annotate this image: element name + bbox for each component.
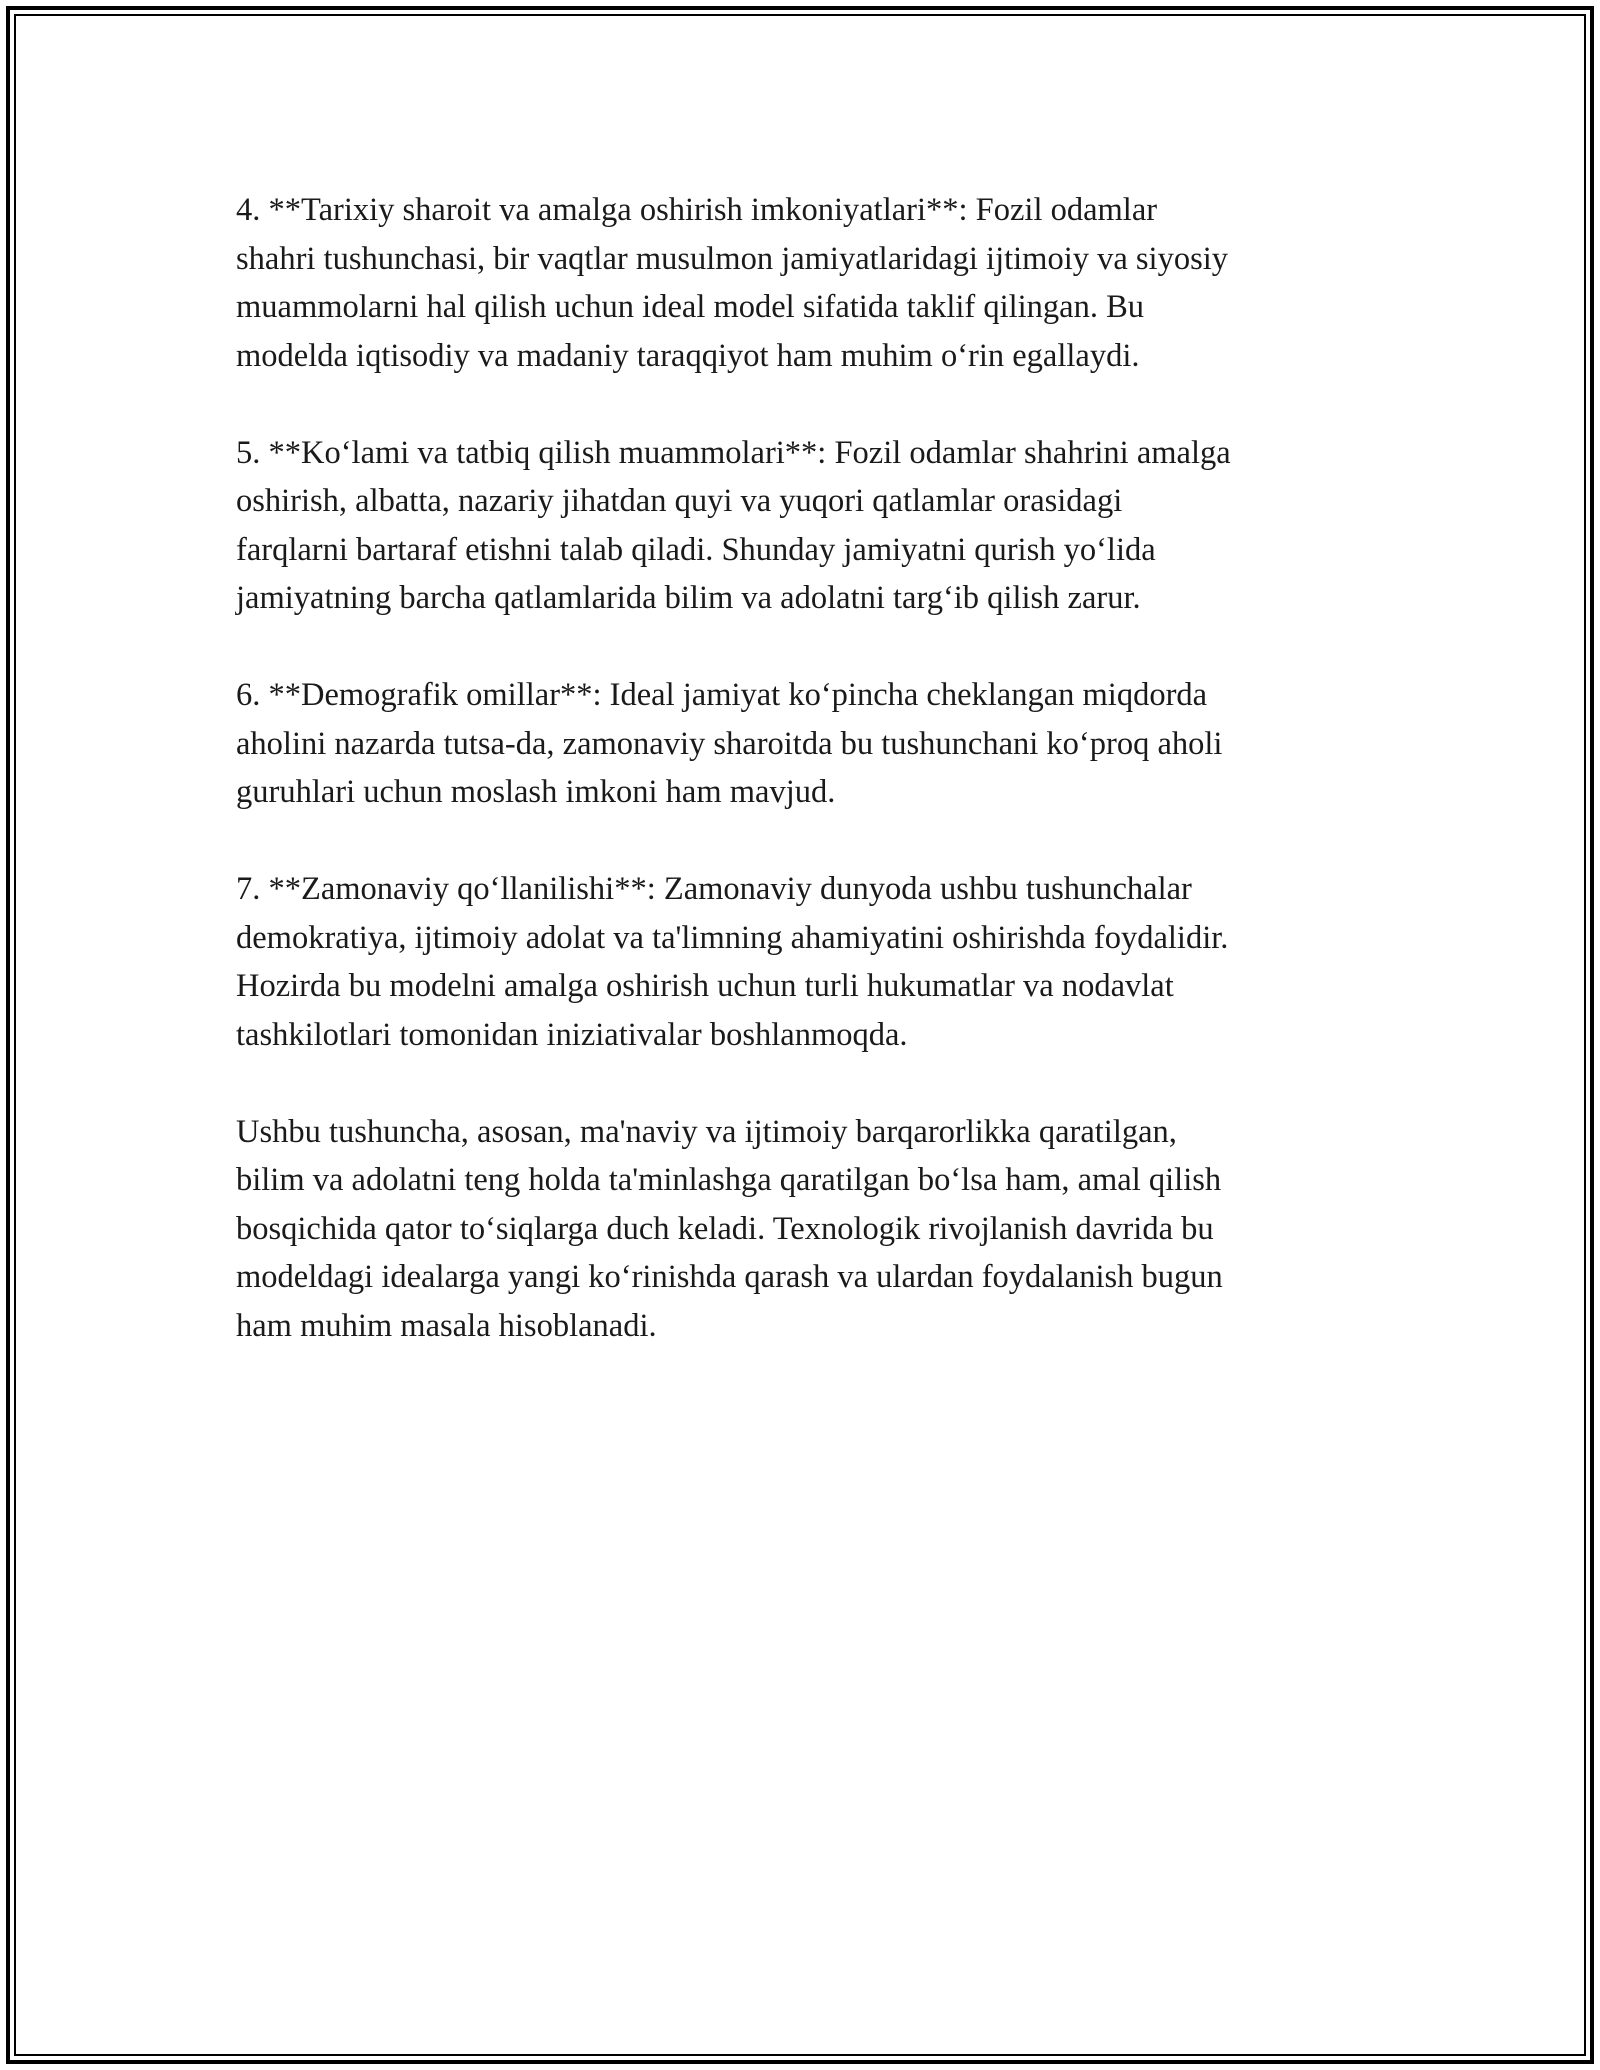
- text-line: ham muhim masala hisoblanadi.: [236, 1307, 657, 1344]
- text-line: demokratiya, ijtimoiy adolat va ta'limning ahamiyatini oshirishda foydalidir.: [236, 919, 1229, 956]
- text-line: farqlarni bartaraf etishni talab qiladi. Shunday jamiyatni qurish yo‘lida: [236, 531, 1156, 568]
- text-line: oshirish, albatta, nazariy jihatdan quyi va yuqori qatlamlar orasidagi: [236, 483, 1123, 519]
- text-line: 6. **Demografik omillar**: Ideal jamiyat ko‘pincha cheklangan miqdorda: [236, 677, 1208, 713]
- text-line: shahri tushunchasi, bir vaqtlar musulmon jamiyatlaridagi ijtimoiy va siyosiy: [236, 240, 1229, 277]
- text-line: 7. **Zamonaviy qo‘llanilishi**: Zamonaviy dunyoda ushbu tushunchalar: [236, 871, 1192, 907]
- text-line: 5. **Ko‘lami va tatbiq qilish muammolari**: Fozil odamlar shahrini amalga: [236, 434, 1231, 471]
- paragraph-conclusion: [236, 1108, 1376, 1351]
- text-line: muammolarni hal qilish uchun ideal model sifatida taklif qilingan. Bu: [236, 289, 1145, 325]
- document-body: [236, 186, 1376, 1399]
- text-line: tashkilotlari tomonidan iniziativalar boshlanmoqda.: [236, 1016, 908, 1053]
- text-line: 4. **Tarixiy sharoit va amalga oshirish imkoniyatlari**: Fozil odamlar: [236, 192, 1158, 228]
- paragraph-modern-application: [236, 865, 1376, 1059]
- paragraph-scope-and-application: [236, 429, 1376, 623]
- text-line: aholini nazarda tutsa-da, zamonaviy sharoitda bu tushunchani ko‘proq aholi: [236, 725, 1223, 762]
- text-line: Hozirda bu modelni amalga oshirish uchun turli hukumatlar va nodavlat: [236, 968, 1174, 1004]
- paragraph-demographic-factors: [236, 671, 1376, 817]
- text-line: bosqichida qator to‘siqlarga duch keladi. Texnologik rivojlanish davrida bu: [236, 1210, 1214, 1247]
- paragraph-historical-conditions: [236, 186, 1376, 380]
- text-line: Ushbu tushuncha, asosan, ma'naviy va ijtimoiy barqarorlikka qaratilgan,: [236, 1113, 1177, 1150]
- text-line: modelda iqtisodiy va madaniy taraqqiyot ham muhim o‘rin egallaydi.: [236, 337, 1140, 374]
- text-line: guruhlari uchun moslash imkoni ham mavjud.: [236, 774, 836, 810]
- text-line: jamiyatning barcha qatlamlarida bilim va adolatni targ‘ib qilish zarur.: [236, 580, 1141, 616]
- text-line: modeldagi idealarga yangi ko‘rinishda qarash va ulardan foydalanish bugun: [236, 1259, 1223, 1295]
- text-line: bilim va adolatni teng holda ta'minlashga qaratilgan bo‘lsa ham, amal qilish: [236, 1162, 1222, 1198]
